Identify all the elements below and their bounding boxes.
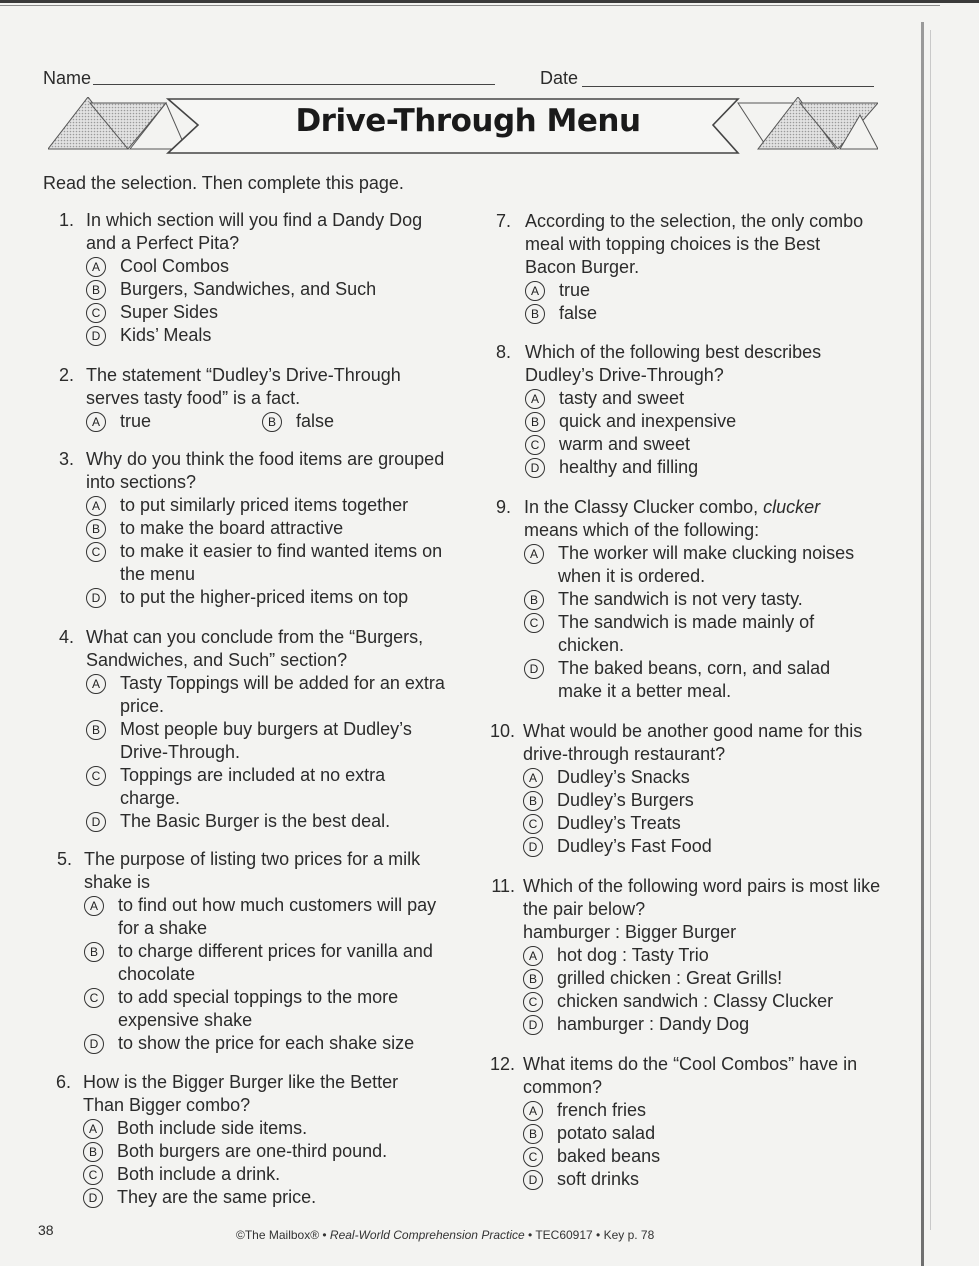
option-text: potato salad: [557, 1123, 656, 1143]
option-text: Both include a drink.: [117, 1164, 281, 1184]
answer-bubble[interactable]: C: [86, 542, 106, 562]
option-d[interactable]: [83, 1186, 443, 1209]
question-9: [495, 496, 879, 703]
question-5: [56, 848, 444, 1055]
option-b[interactable]: [523, 967, 883, 990]
answer-bubble[interactable]: D: [523, 1015, 543, 1035]
option-text: Super Sides: [120, 302, 219, 322]
question-6: [55, 1071, 443, 1209]
question-text: The purpose of listing two prices for a milk shake is: [84, 849, 421, 892]
option-b[interactable]: [525, 410, 865, 433]
question-4: [58, 626, 446, 833]
answer-bubble[interactable]: B: [86, 519, 106, 539]
answer-bubble[interactable]: C: [523, 1147, 543, 1167]
answer-bubble[interactable]: B: [83, 1142, 103, 1162]
option-b[interactable]: [262, 410, 334, 433]
option-text: false: [559, 303, 598, 323]
option-d[interactable]: [523, 1013, 883, 1036]
option-text: Dudley’s Fast Food: [557, 836, 712, 856]
option-text: to add special toppings to the more expensive shake: [118, 987, 399, 1030]
footer-credit: ©The Mailbox® • Real-World Comprehension Practice • TEC60917 • Key p. 78: [236, 1228, 655, 1242]
option-text: The Basic Burger is the best deal.: [120, 811, 391, 831]
option-text: true: [120, 411, 152, 431]
answer-bubble[interactable]: D: [84, 1034, 104, 1054]
question-number: 1.: [58, 210, 74, 230]
question-number: 9.: [495, 497, 511, 517]
question-number: 2.: [58, 365, 74, 385]
option-a[interactable]: [84, 894, 444, 940]
option-text: Dudley’s Snacks: [557, 767, 690, 787]
option-b[interactable]: [524, 588, 879, 611]
question-number: 4.: [58, 627, 74, 647]
question-11: [491, 875, 883, 1036]
option-d[interactable]: [84, 1032, 444, 1055]
date-field[interactable]: [582, 86, 874, 87]
question-number: 5.: [56, 849, 72, 869]
option-d[interactable]: [523, 835, 863, 858]
option-text: to find out how much customers will pay for a shake: [118, 895, 437, 938]
word-pair: hamburger : Bigger Burger: [523, 922, 737, 942]
option-c[interactable]: [86, 301, 456, 324]
page-title: Drive-Through Menu: [295, 103, 641, 139]
answer-bubble[interactable]: D: [523, 837, 543, 857]
question-number: 12.: [489, 1054, 515, 1074]
answer-bubble[interactable]: D: [86, 326, 106, 346]
option-b[interactable]: [86, 517, 446, 540]
answer-bubble[interactable]: C: [523, 814, 543, 834]
answer-bubble[interactable]: C: [83, 1165, 103, 1185]
option-a[interactable]: [83, 1117, 443, 1140]
option-text: to show the price for each shake size: [118, 1033, 415, 1053]
title-banner: [48, 97, 878, 155]
page-edge: [921, 22, 924, 1266]
option-text: Both burgers are one-third pound.: [117, 1141, 388, 1161]
question-text: Why do you think the food items are grouped into sections?: [86, 449, 445, 492]
question-number: 11.: [491, 876, 515, 896]
option-text: healthy and filling: [559, 457, 699, 477]
option-d[interactable]: [86, 810, 446, 833]
option-text: Dudley’s Treats: [557, 813, 681, 833]
option-b[interactable]: [86, 718, 446, 764]
answer-bubble[interactable]: A: [523, 1101, 543, 1121]
option-a[interactable]: [86, 494, 446, 517]
question-text: In the Classy Clucker combo, clucker means which of the following:: [524, 497, 821, 540]
answer-bubble[interactable]: C: [523, 992, 543, 1012]
answer-bubble[interactable]: B: [84, 942, 104, 962]
option-text: to make the board attractive: [120, 518, 344, 538]
option-text: Most people buy burgers at Dudley’s Drive-Through.: [120, 719, 412, 762]
name-label: Name: [43, 68, 92, 88]
answer-bubble[interactable]: A: [83, 1119, 103, 1139]
answer-bubble[interactable]: B: [525, 412, 545, 432]
option-text: warm and sweet: [559, 434, 691, 454]
option-text: grilled chicken : Great Grills!: [557, 968, 783, 988]
answer-bubble[interactable]: C: [524, 613, 544, 633]
option-text: quick and inexpensive: [559, 411, 737, 431]
option-text: Cool Combos: [120, 256, 230, 276]
answer-bubble[interactable]: A: [525, 281, 545, 301]
question-text: According to the selection, the only combo meal with topping choices is the Best Bacon Burger.: [525, 211, 864, 277]
question-text: Which of the following best describes Dudley’s Drive-Through?: [525, 342, 822, 385]
answer-bubble[interactable]: D: [86, 812, 106, 832]
question-1: [58, 209, 456, 347]
option-text: baked beans: [557, 1146, 661, 1166]
answer-bubble[interactable]: B: [523, 791, 543, 811]
question-3: [58, 448, 446, 609]
answer-bubble[interactable]: D: [86, 588, 106, 608]
question-text: Which of the following word pairs is most like the pair below?: [523, 876, 881, 919]
answer-bubble[interactable]: A: [86, 496, 106, 516]
answer-bubble[interactable]: B: [86, 720, 106, 740]
option-text: to put similarly priced items together: [120, 495, 409, 515]
answer-bubble[interactable]: C: [525, 435, 545, 455]
option-text: They are the same price.: [117, 1187, 317, 1207]
answer-bubble[interactable]: D: [524, 659, 544, 679]
option-text: The worker will make clucking noises when it is ordered.: [558, 543, 855, 586]
option-c[interactable]: [84, 986, 444, 1032]
option-text: false: [296, 411, 335, 431]
option-d[interactable]: [524, 657, 879, 703]
option-text: Dudley’s Burgers: [557, 790, 694, 810]
page-number: 38: [38, 1222, 54, 1238]
option-text: The sandwich is not very tasty.: [558, 589, 803, 609]
option-text: hot dog : Tasty Trio: [557, 945, 709, 965]
answer-bubble[interactable]: B: [525, 304, 545, 324]
option-c[interactable]: [524, 611, 879, 657]
answer-bubble[interactable]: D: [523, 1170, 543, 1190]
option-d[interactable]: [86, 586, 446, 609]
option-a[interactable]: [525, 387, 865, 410]
option-b[interactable]: [525, 302, 865, 325]
option-text: Burgers, Sandwiches, and Such: [120, 279, 377, 299]
answer-bubble[interactable]: A: [86, 674, 106, 694]
option-text: Both include side items.: [117, 1118, 308, 1138]
option-c[interactable]: [525, 433, 865, 456]
question-12: [489, 1053, 863, 1191]
question-text: The statement “Dudley’s Drive-Through serves tasty food” is a fact.: [86, 365, 401, 408]
answer-bubble[interactable]: C: [84, 988, 104, 1008]
option-c[interactable]: [83, 1163, 443, 1186]
answer-bubble[interactable]: A: [525, 389, 545, 409]
option-d[interactable]: [523, 1168, 863, 1191]
answer-bubble[interactable]: B: [86, 280, 106, 300]
question-text: What items do the “Cool Combos” have in common?: [523, 1054, 858, 1097]
question-number: 3.: [58, 449, 74, 469]
question-text: How is the Bigger Burger like the Better Than Bigger combo?: [83, 1072, 399, 1115]
option-text: The sandwich is made mainly of chicken.: [558, 612, 815, 655]
name-field[interactable]: [93, 84, 495, 85]
page-edge-shadow: [930, 30, 931, 1230]
option-c[interactable]: [523, 990, 883, 1013]
option-text: Tasty Toppings will be added for an extra price.: [120, 673, 445, 716]
question-number: 10.: [489, 721, 515, 741]
option-text: The baked beans, corn, and salad make it a better meal.: [558, 658, 831, 701]
answer-bubble[interactable]: A: [523, 768, 543, 788]
question-text: What would be another good name for this drive-through restaurant?: [523, 721, 863, 764]
question-8: [495, 341, 865, 479]
option-a[interactable]: [86, 255, 456, 278]
option-text: soft drinks: [557, 1169, 640, 1189]
top-rule: [0, 0, 979, 3]
option-b[interactable]: [83, 1140, 443, 1163]
option-c[interactable]: [523, 812, 863, 835]
answer-bubble[interactable]: D: [525, 458, 545, 478]
question-10: [489, 720, 863, 858]
answer-bubble[interactable]: B: [262, 412, 282, 432]
option-b[interactable]: [523, 1122, 863, 1145]
option-text: to charge different prices for vanilla and chocolate: [118, 941, 433, 984]
answer-bubble[interactable]: A: [523, 946, 543, 966]
question-number: 7.: [495, 211, 511, 231]
top-rule-thin: [0, 5, 940, 6]
question-2: [58, 364, 436, 433]
option-text: french fries: [557, 1100, 647, 1120]
option-c[interactable]: [86, 764, 446, 810]
question-7: [495, 210, 865, 325]
answer-bubble[interactable]: D: [83, 1188, 103, 1208]
question-text: In which section will you find a Dandy Dog and a Perfect Pita?: [86, 210, 423, 253]
answer-bubble[interactable]: B: [523, 969, 543, 989]
option-text: Kids’ Meals: [120, 325, 212, 345]
option-a[interactable]: [86, 672, 446, 718]
option-c[interactable]: [86, 540, 446, 586]
answer-bubble[interactable]: C: [86, 766, 106, 786]
option-text: true: [559, 280, 591, 300]
answer-bubble[interactable]: B: [524, 590, 544, 610]
answer-bubble[interactable]: A: [86, 257, 106, 277]
option-d[interactable]: [86, 324, 456, 347]
option-text: to put the higher-priced items on top: [120, 587, 409, 607]
answer-bubble[interactable]: A: [86, 412, 106, 432]
question-number: 6.: [55, 1072, 71, 1092]
answer-bubble[interactable]: C: [86, 303, 106, 323]
option-text: tasty and sweet: [559, 388, 685, 408]
option-a[interactable]: [524, 542, 879, 588]
question-text: What can you conclude from the “Burgers, Sandwiches, and Such” section?: [86, 627, 424, 670]
option-d[interactable]: [525, 456, 865, 479]
option-a[interactable]: [523, 1099, 863, 1122]
option-a[interactable]: [523, 766, 863, 789]
instructions: Read the selection. Then complete this page.: [43, 173, 404, 193]
answer-bubble[interactable]: A: [524, 544, 544, 564]
answer-bubble[interactable]: A: [84, 896, 104, 916]
option-a[interactable]: [86, 410, 151, 433]
question-number: 8.: [495, 342, 511, 362]
date-label: Date: [540, 68, 579, 88]
answer-bubble[interactable]: B: [523, 1124, 543, 1144]
option-text: Toppings are included at no extra charge.: [120, 765, 386, 808]
option-a[interactable]: [525, 279, 865, 302]
option-c[interactable]: [523, 1145, 863, 1168]
option-text: to make it easier to find wanted items on the menu: [120, 541, 443, 584]
option-text: hamburger : Dandy Dog: [557, 1014, 750, 1034]
option-b[interactable]: [523, 789, 863, 812]
option-b[interactable]: [84, 940, 444, 986]
option-a[interactable]: [523, 944, 883, 967]
option-b[interactable]: [86, 278, 456, 301]
option-text: chicken sandwich : Classy Clucker: [557, 991, 834, 1011]
